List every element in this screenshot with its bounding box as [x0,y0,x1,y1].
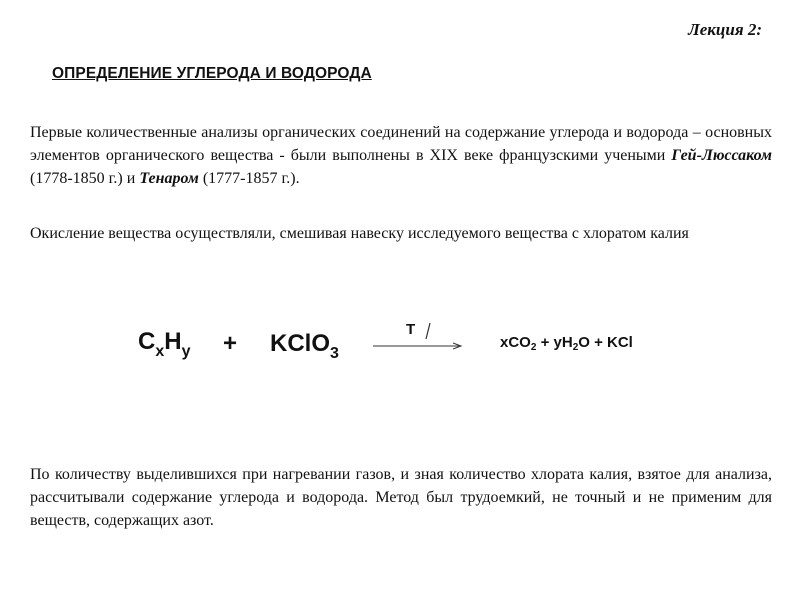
reaction-condition: T [406,321,416,338]
reactant-hydrocarbon-x: x [155,343,165,360]
paragraph-history-text-b: (1778-1850 г.) и [30,170,140,187]
paragraph-history-text-a: Первые количественные анализы органических соединений на содержание углерода и водорода – основных элементов органического вещества - были выполнены в XIX веке французскими учеными [30,124,772,164]
temperature-mark-icon [423,322,433,340]
lecture-label: Лекция 2: [688,20,762,39]
scientist-gay-lussac: Гей-Люссаком [671,147,772,164]
product-sub-2: 2 [572,342,579,353]
reactant-hydrocarbon-c: C [138,328,156,355]
paragraph-oxidation: Окисление вещества осуществляли, смешивая навеску исследуемого вещества с хлоратом калия [30,225,689,242]
paragraph-history-text-c: (1777-1857 г.). [198,170,300,187]
paragraph-history [30,121,772,190]
scientist-thenard: Тенаром [139,170,199,187]
page-title: ОПРЕДЕЛЕНИЕ УГЛЕРОДА И ВОДОРОДА [52,65,372,82]
reactant-potassium-chlorate-sub: 3 [330,345,339,362]
paragraph-method: По количеству выделившихся при нагревании газов, и зная количество хлората калия, взятое для анализа, рассчитывали содержание углерода и водорода. Метод был трудоемкий, не точный и не применим для веществ, содержащих азот. [30,466,772,529]
product-sub-1: 2 [530,342,537,353]
product-part-3: O + KCl [578,334,633,351]
reactant-hydrocarbon-h: H [164,328,182,355]
reactant-potassium-chlorate [270,330,339,363]
product-part-2: + yH [536,334,573,351]
reactant-hydrocarbon-y: y [181,343,191,360]
reactant-hydrocarbon [138,328,191,361]
product-part-1: xCO [500,334,531,351]
reaction-arrow-icon [373,341,465,351]
reaction-products [500,334,633,353]
equation-plus: + [223,330,238,357]
reactant-potassium-chlorate-base: KClO [270,330,330,357]
